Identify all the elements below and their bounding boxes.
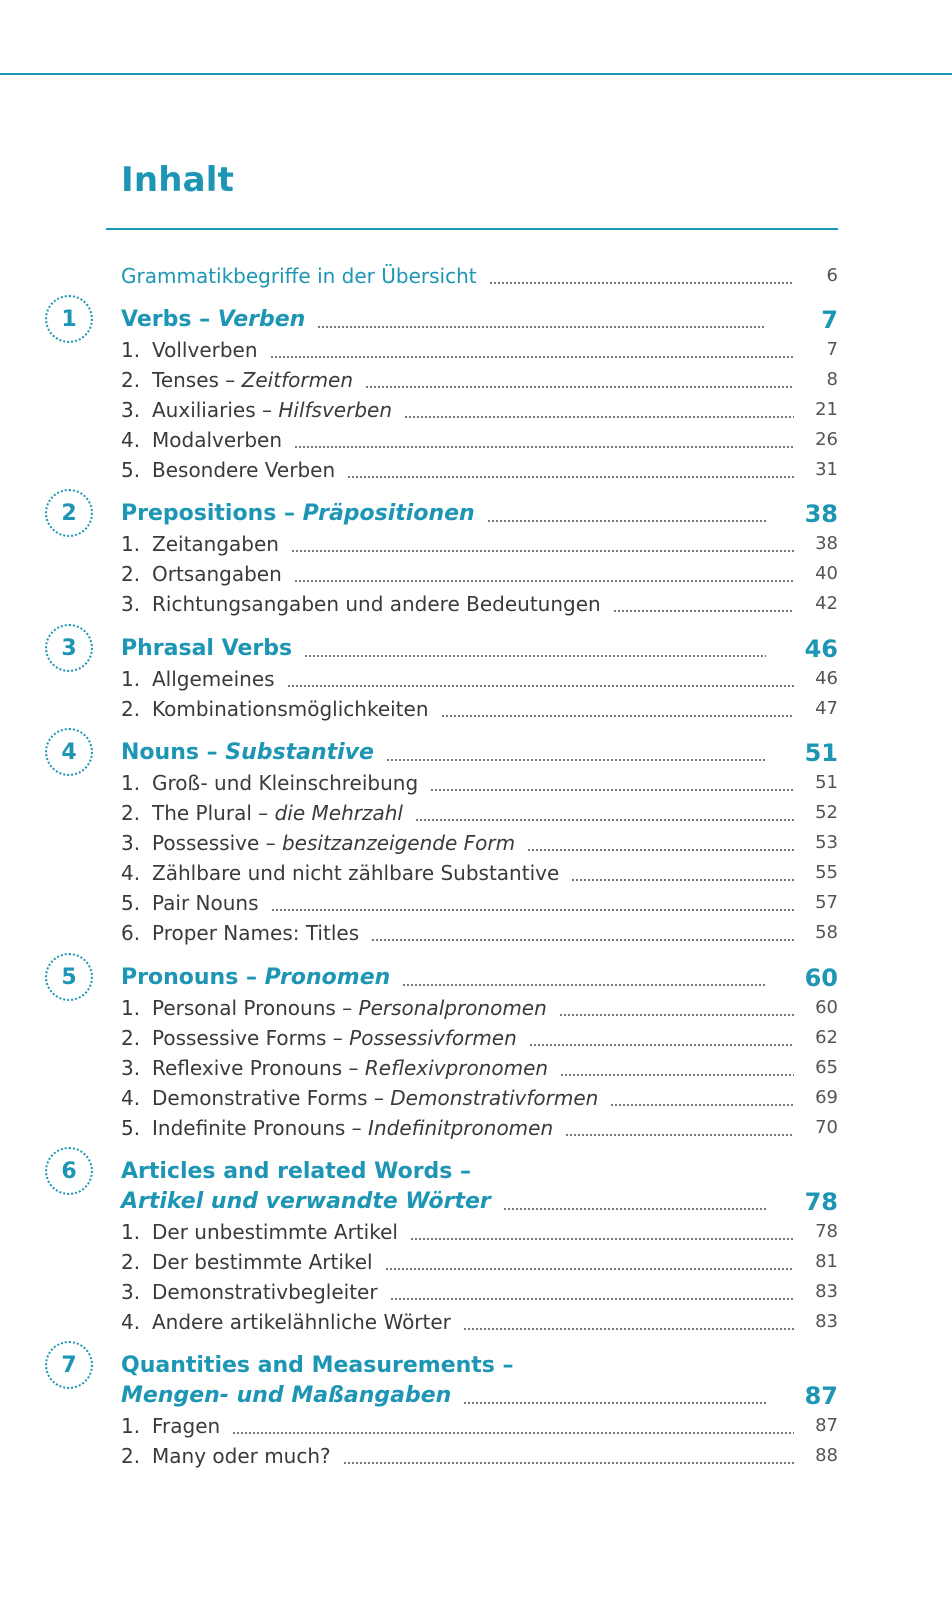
- dot-leader: [294, 580, 794, 582]
- entry-title: Der bestimmte Artikel: [152, 1250, 373, 1274]
- page-number: 57: [815, 892, 838, 913]
- dot-leader: [430, 789, 794, 791]
- entry-title: Proper Names: Titles: [152, 921, 360, 945]
- chapter-title: [121, 634, 292, 664]
- dot-leader: [402, 984, 766, 986]
- toc-entry[interactable]: [121, 559, 838, 589]
- page-number: 51: [815, 772, 838, 793]
- toc-entry-label: [121, 828, 515, 858]
- toc-entry[interactable]: [121, 993, 838, 1023]
- chapter-title: [121, 1187, 491, 1217]
- entry-title-german: Possessivformen: [349, 1026, 517, 1050]
- dot-leader: [565, 1134, 794, 1136]
- chapter-title-german: Pronomen: [264, 965, 391, 990]
- page-number: 46: [815, 668, 838, 689]
- dot-leader: [415, 819, 794, 821]
- chapter-page-number: 87: [804, 1382, 838, 1410]
- page-number: 70: [815, 1117, 838, 1138]
- chapter-page-number: 7: [821, 306, 838, 334]
- toc-entry[interactable]: [121, 1113, 838, 1143]
- entry-number: 2.: [121, 1250, 141, 1274]
- chapter-title: [121, 963, 390, 993]
- toc-entry-label: [121, 559, 282, 589]
- chapter-page-number: 78: [804, 1188, 838, 1216]
- toc-entry-label: [121, 664, 275, 694]
- entry-title: Kombinationsmöglichkeiten: [152, 697, 429, 721]
- toc-entry[interactable]: [121, 828, 838, 858]
- dot-leader: [304, 655, 766, 657]
- entry-number: 4.: [121, 1086, 141, 1110]
- dot-leader: [291, 550, 794, 552]
- entry-title-german: Personalpronomen: [358, 996, 547, 1020]
- entry-number: 3.: [121, 398, 141, 422]
- toc-entry-label: [121, 918, 359, 948]
- entry-title-german: Demonstrativformen: [390, 1086, 599, 1110]
- dot-leader: [390, 1298, 794, 1300]
- chapter-number-badge: 5: [45, 953, 93, 1001]
- page-number: 58: [815, 922, 838, 943]
- entry-number: 4.: [121, 428, 141, 452]
- title-divider: [106, 228, 838, 230]
- entry-number: 2.: [121, 801, 141, 825]
- entry-title: Ortsangaben: [152, 562, 282, 586]
- page-number: 78: [815, 1221, 838, 1242]
- toc-entry[interactable]: [121, 1053, 838, 1083]
- toc-entry-label: [121, 1083, 598, 1113]
- dot-leader: [529, 1044, 794, 1046]
- page-number: 83: [815, 1281, 838, 1302]
- toc-entry[interactable]: [121, 1023, 838, 1053]
- entry-title: Pair Nouns: [152, 891, 259, 915]
- page-number: 7: [826, 339, 838, 360]
- entry-title: Groß- und Kleinschreibung: [152, 771, 419, 795]
- toc-entry-label: [121, 529, 279, 559]
- dot-leader: [270, 356, 794, 358]
- toc-entry[interactable]: [121, 1411, 838, 1441]
- toc-entry[interactable]: [121, 918, 838, 948]
- toc-entry-label: [121, 858, 559, 888]
- entry-number: 1.: [121, 532, 141, 556]
- page-number: 62: [815, 1027, 838, 1048]
- entry-title: Zählbare und nicht zählbare Substantive: [152, 861, 560, 885]
- entry-title: Possessive Forms –: [152, 1026, 350, 1050]
- toc-entry[interactable]: [121, 1083, 838, 1113]
- entry-title-german: Zeitformen: [241, 368, 354, 392]
- entry-title: Modalverben: [152, 428, 283, 452]
- entry-number: 2.: [121, 1026, 141, 1050]
- toc-entry-label: [121, 768, 418, 798]
- chapter-number-badge: 2: [45, 489, 93, 537]
- toc-entry[interactable]: [121, 1247, 838, 1277]
- toc-entry-label: [121, 335, 258, 365]
- toc-entry-label: [121, 1307, 451, 1337]
- chapter-heading[interactable]: [121, 1187, 838, 1217]
- page-number: 60: [815, 997, 838, 1018]
- chapter-number-badge: 3: [45, 624, 93, 672]
- chapter-title-german: Mengen- und Maßangaben: [121, 1383, 452, 1408]
- page-number: 83: [815, 1311, 838, 1332]
- entry-title-german: Indefinitpronomen: [368, 1116, 554, 1140]
- chapter-heading[interactable]: [121, 1381, 838, 1411]
- entry-number: 3.: [121, 592, 141, 616]
- dot-leader: [489, 282, 794, 284]
- toc-entry[interactable]: [121, 589, 838, 619]
- dot-leader: [410, 1238, 794, 1240]
- entry-title: Allgemeines: [152, 667, 275, 691]
- entry-number: 3.: [121, 1056, 141, 1080]
- page-number: 87: [815, 1415, 838, 1436]
- toc-entry[interactable]: [121, 888, 838, 918]
- page-number: 21: [815, 399, 838, 420]
- dot-leader: [463, 1328, 794, 1330]
- toc-entry-label: [121, 1277, 378, 1307]
- entry-title-german: besitzanzeigende Form: [281, 831, 516, 855]
- entry-number: 2.: [121, 562, 141, 586]
- chapter-title-german: Verben: [217, 307, 306, 332]
- dot-leader: [343, 1462, 794, 1464]
- entry-title: Tenses –: [152, 368, 242, 392]
- entry-title: Besondere Verben: [152, 458, 336, 482]
- dot-leader: [232, 1432, 794, 1434]
- chapter-heading[interactable]: [121, 499, 838, 529]
- page-title: Inhalt: [121, 160, 235, 200]
- dot-leader: [441, 715, 794, 717]
- dot-leader: [386, 759, 766, 761]
- page-number: 52: [815, 802, 838, 823]
- dot-leader: [559, 1014, 794, 1016]
- dot-leader: [287, 685, 794, 687]
- dot-leader: [271, 909, 794, 911]
- page-number: 38: [815, 533, 838, 554]
- chapter-title: [121, 1381, 451, 1411]
- entry-title: Indefinite Pronouns –: [152, 1116, 369, 1140]
- entry-number: 3.: [121, 1280, 141, 1304]
- toc-entry[interactable]: [121, 395, 838, 425]
- toc-entry[interactable]: [121, 1307, 838, 1337]
- entry-number: 5.: [121, 891, 141, 915]
- entry-title: Fragen: [152, 1414, 221, 1438]
- entry-number: 1.: [121, 771, 141, 795]
- entry-title: Demonstrative Forms –: [152, 1086, 391, 1110]
- chapter-number-badge: 4: [45, 728, 93, 776]
- chapter-number-badge: 6: [45, 1147, 93, 1195]
- dot-leader: [503, 1208, 766, 1210]
- page-number: 40: [815, 563, 838, 584]
- chapter-number-badge: 7: [45, 1341, 93, 1389]
- toc-entry-label: [121, 1441, 331, 1471]
- page-number: 47: [815, 698, 838, 719]
- entry-number: 4.: [121, 861, 141, 885]
- entry-number: 5.: [121, 458, 141, 482]
- entry-title-german: die Mehrzahl: [274, 801, 403, 825]
- toc-entry-label: [121, 395, 392, 425]
- page-number: 42: [815, 593, 838, 614]
- page-number: 65: [815, 1057, 838, 1078]
- entry-title: Possessive –: [152, 831, 282, 855]
- entry-title: Der unbestimmte Artikel: [152, 1220, 398, 1244]
- toc-entry[interactable]: [121, 858, 838, 888]
- toc-entry-label: [121, 425, 282, 455]
- entry-number: 5.: [121, 1116, 141, 1140]
- toc-entry-label: [121, 455, 335, 485]
- page-number: 81: [815, 1251, 838, 1272]
- entry-number: 1.: [121, 996, 141, 1020]
- toc-entry[interactable]: [121, 1441, 838, 1471]
- page-number: 53: [815, 832, 838, 853]
- toc-entry[interactable]: [121, 768, 838, 798]
- dot-leader: [404, 416, 794, 418]
- entry-number: 2.: [121, 368, 141, 392]
- entry-number: 1.: [121, 1220, 141, 1244]
- toc-entry[interactable]: [121, 664, 838, 694]
- toc-entry[interactable]: [121, 529, 838, 559]
- toc-entry-label: [121, 1053, 548, 1083]
- entry-number: 2.: [121, 697, 141, 721]
- entry-title: Auxiliaries –: [152, 398, 279, 422]
- entry-title: Reflexive Pronouns –: [152, 1056, 365, 1080]
- toc-entry-label: [121, 1217, 398, 1247]
- chapter-title-english: Phrasal Verbs: [121, 636, 293, 661]
- chapter-heading-line1: [121, 1157, 838, 1187]
- entry-number: 6.: [121, 921, 141, 945]
- chapter-heading[interactable]: [121, 634, 838, 664]
- chapter-heading[interactable]: [121, 963, 838, 993]
- chapter-title-english: Nouns –: [121, 740, 226, 765]
- dot-leader: [294, 446, 794, 448]
- page-number: 55: [815, 862, 838, 883]
- chapter-title-english: Prepositions –: [121, 501, 303, 526]
- chapter-title: [121, 738, 374, 768]
- toc-intro-entry[interactable]: [121, 261, 838, 291]
- page-number: 8: [826, 369, 838, 390]
- dot-leader: [317, 326, 766, 328]
- chapter-title-english: Quantities and Measurements –: [121, 1353, 514, 1378]
- dot-leader: [560, 1074, 794, 1076]
- page-number: 31: [815, 459, 838, 480]
- entry-title-german: Hilfsverben: [278, 398, 392, 422]
- toc-entry-label: [121, 993, 547, 1023]
- chapter-title-german: Artikel und verwandte Wörter: [121, 1189, 491, 1214]
- dot-leader: [347, 476, 794, 478]
- toc-entry[interactable]: [121, 1217, 838, 1247]
- toc-entry[interactable]: [121, 365, 838, 395]
- dot-leader: [610, 1104, 794, 1106]
- toc-entry-label: [121, 694, 429, 724]
- chapter-title-english: Pronouns –: [121, 965, 265, 990]
- dot-leader: [527, 849, 794, 851]
- dot-leader: [365, 386, 794, 388]
- dot-leader: [613, 610, 794, 612]
- entry-number: 4.: [121, 1310, 141, 1334]
- toc-entry-label: [121, 1023, 517, 1053]
- entry-title: Personal Pronouns –: [152, 996, 359, 1020]
- chapter-heading[interactable]: [121, 738, 838, 768]
- dot-leader: [371, 939, 794, 941]
- entry-number: 1.: [121, 338, 141, 362]
- toc-entry-label: [121, 1113, 553, 1143]
- chapter-page-number: 38: [804, 500, 838, 528]
- dot-leader: [385, 1268, 794, 1270]
- toc-entry[interactable]: [121, 798, 838, 828]
- chapter-title: [121, 305, 305, 335]
- toc-entry[interactable]: [121, 694, 838, 724]
- entry-title: The Plural –: [152, 801, 275, 825]
- chapter-heading-line1: [121, 1351, 838, 1381]
- dot-leader: [463, 1402, 766, 1404]
- chapter-title: [121, 499, 475, 529]
- toc-entry[interactable]: [121, 425, 838, 455]
- top-rule: [0, 73, 952, 75]
- entry-number: 2.: [121, 1444, 141, 1468]
- dot-leader: [487, 520, 766, 522]
- chapter-heading[interactable]: [121, 305, 838, 335]
- chapter-title-english: Articles and related Words –: [121, 1159, 472, 1184]
- toc-entry-label: [121, 589, 601, 619]
- toc-entry[interactable]: [121, 455, 838, 485]
- entry-title: Andere artikelähnliche Wörter: [152, 1310, 451, 1334]
- toc-entry-label: [121, 888, 259, 918]
- chapter-page-number: 46: [804, 635, 838, 663]
- entry-title: Richtungsangaben und andere Bedeutungen: [152, 592, 601, 616]
- page-number: 69: [815, 1087, 838, 1108]
- toc-entry-label: [121, 1411, 220, 1441]
- toc-entry[interactable]: [121, 1277, 838, 1307]
- entry-title-german: Reflexivpronomen: [364, 1056, 549, 1080]
- toc-entry-label: [121, 1247, 373, 1277]
- entry-title: Vollverben: [152, 338, 258, 362]
- entry-number: 1.: [121, 667, 141, 691]
- page-number: 26: [815, 429, 838, 450]
- entry-title: Many oder much?: [152, 1444, 331, 1468]
- entry-title: Zeitangaben: [152, 532, 279, 556]
- toc-entry[interactable]: [121, 335, 838, 365]
- toc-entry-label: [121, 798, 403, 828]
- chapter-title-english: Verbs –: [121, 307, 218, 332]
- page-number: 6: [826, 265, 838, 286]
- entry-number: 1.: [121, 1414, 141, 1438]
- chapter-title-german: Präpositionen: [302, 501, 475, 526]
- chapter-title-german: Substantive: [225, 740, 374, 765]
- page-number: 88: [815, 1445, 838, 1466]
- chapter-page-number: 60: [804, 964, 838, 992]
- chapter-page-number: 51: [804, 739, 838, 767]
- dot-leader: [571, 879, 794, 881]
- toc-entry-label: [121, 365, 353, 395]
- entry-title: Demonstrativbegleiter: [152, 1280, 378, 1304]
- entry-number: 3.: [121, 831, 141, 855]
- chapter-number-badge: 1: [45, 295, 93, 343]
- toc-entry-label: Grammatikbegriffe in der Übersicht: [121, 264, 477, 288]
